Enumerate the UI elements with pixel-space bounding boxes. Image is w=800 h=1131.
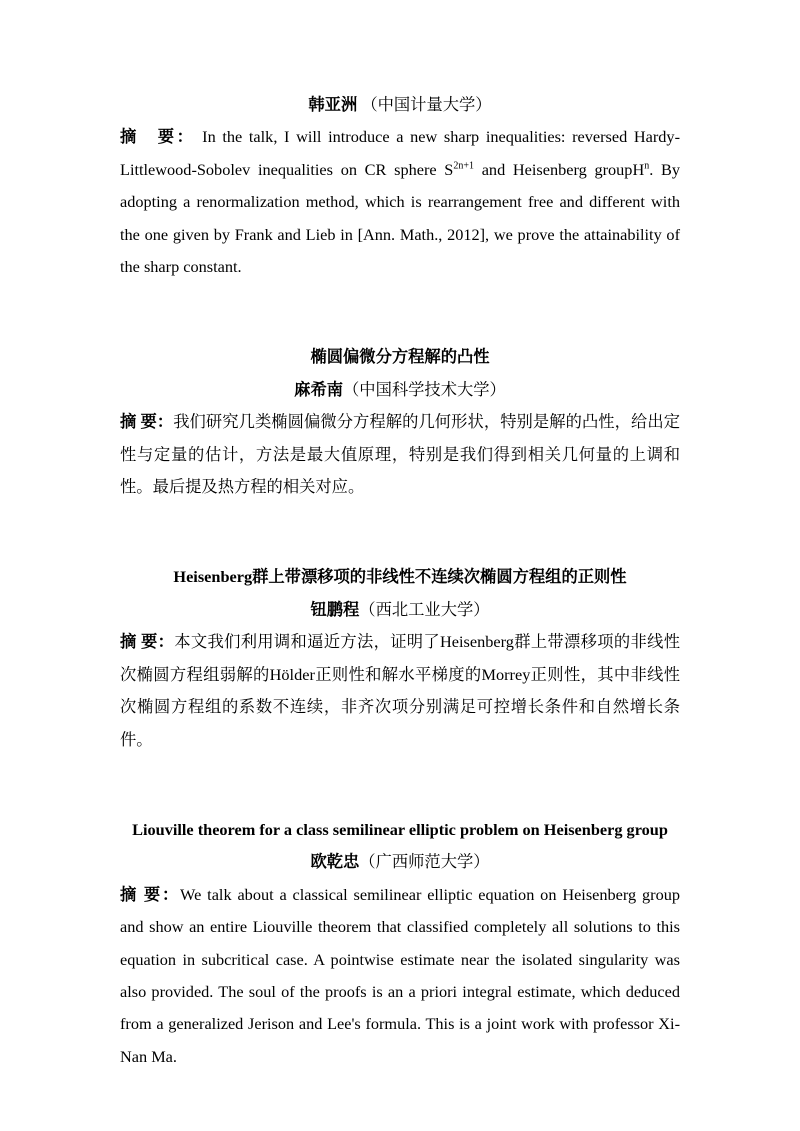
- talk-title: Heisenberg群上带漂移项的非线性不连续次椭圆方程组的正则性: [173, 567, 627, 587]
- abstract-text: 本文我们利用调和逼近方法，证明了Heisenberg群上带漂移项的非线性次椭圆方程组弱解的Hölder正则性和解水平梯度的Morrey正则性，其中非线性次椭圆方程组的系数不连续，非齐次项分别满足可控增长条件和自然增长条件。: [120, 632, 680, 749]
- talk-section-niu-pengcheng: [120, 561, 680, 755]
- talk-section-ou-qianzhong: [120, 814, 680, 1073]
- talk-title: 椭圆偏微分方程解的凸性: [310, 347, 490, 367]
- abstract-text: In the talk, I will introduce a new sharp inequalities: reversed Hardy-Littlewood-Sobolev inequalities on CR sphere S: [120, 127, 680, 179]
- speaker-line: [120, 89, 680, 121]
- abstract-text: 我们研究几类椭圆偏微分方程解的几何形状，特别是解的凸性，给出定性与定量的估计，方法是最大值原理，特别是我们得到相关几何量的上调和性。最后提及热方程的相关对应。: [120, 412, 680, 497]
- abstract-text: . By adopting a renormalization method, which is rearrangement free and different with the one given by Frank and Lieb in [Ann. Math., 2012], we prove the attainability of the sharp constant.: [120, 159, 680, 277]
- speaker-line: [120, 846, 680, 878]
- speaker-affiliation: （中国计量大学）: [361, 95, 492, 114]
- talk-section-ma-xinan: [120, 341, 680, 503]
- speaker-name: 韩亚洲: [308, 95, 358, 114]
- abstract-label: 摘 要：: [120, 632, 175, 652]
- speaker-affiliation: （中国科学技术大学）: [343, 379, 506, 399]
- abstract-label: 摘 要：: [120, 412, 174, 432]
- talk-title: Liouville theorem for a class semilinear elliptic problem on Heisenberg group: [132, 819, 668, 839]
- talk-section-han-yazhou: [120, 89, 680, 283]
- abstract-paragraph: [120, 626, 680, 756]
- speaker-line: [120, 594, 680, 626]
- speaker-name: 麻希南: [294, 379, 344, 399]
- abstract-label: 摘 要：: [120, 884, 181, 904]
- superscript-exponent: 2n+1: [453, 160, 474, 172]
- speaker-line: [120, 374, 680, 406]
- abstract-text: We talk about a classical semilinear elliptic equation on Heisenberg group and show an entire Liouville theorem that classified completely all solutions to this equation in subcritical case. A pointwise estimate near the isolated singularity was also provided. The soul of the proofs is an a priori integral estimate, which deduced from a generalized Jerison and Lee's formula. This is a joint work with professor Xi-Nan Ma.: [120, 884, 680, 1066]
- abstract-label: 摘 要：: [120, 127, 196, 147]
- superscript-exponent: n: [644, 160, 650, 172]
- speaker-name: 钮鹏程: [310, 599, 360, 619]
- abstract-text: and Heisenberg groupH: [474, 159, 645, 179]
- abstract-paragraph: [120, 121, 680, 283]
- abstract-paragraph: [120, 879, 680, 1073]
- speaker-affiliation: （西北工业大学）: [359, 599, 490, 619]
- speaker-affiliation: （广西师范大学）: [359, 852, 490, 872]
- speaker-name: 欧乾忠: [310, 852, 360, 872]
- abstract-paragraph: [120, 406, 680, 503]
